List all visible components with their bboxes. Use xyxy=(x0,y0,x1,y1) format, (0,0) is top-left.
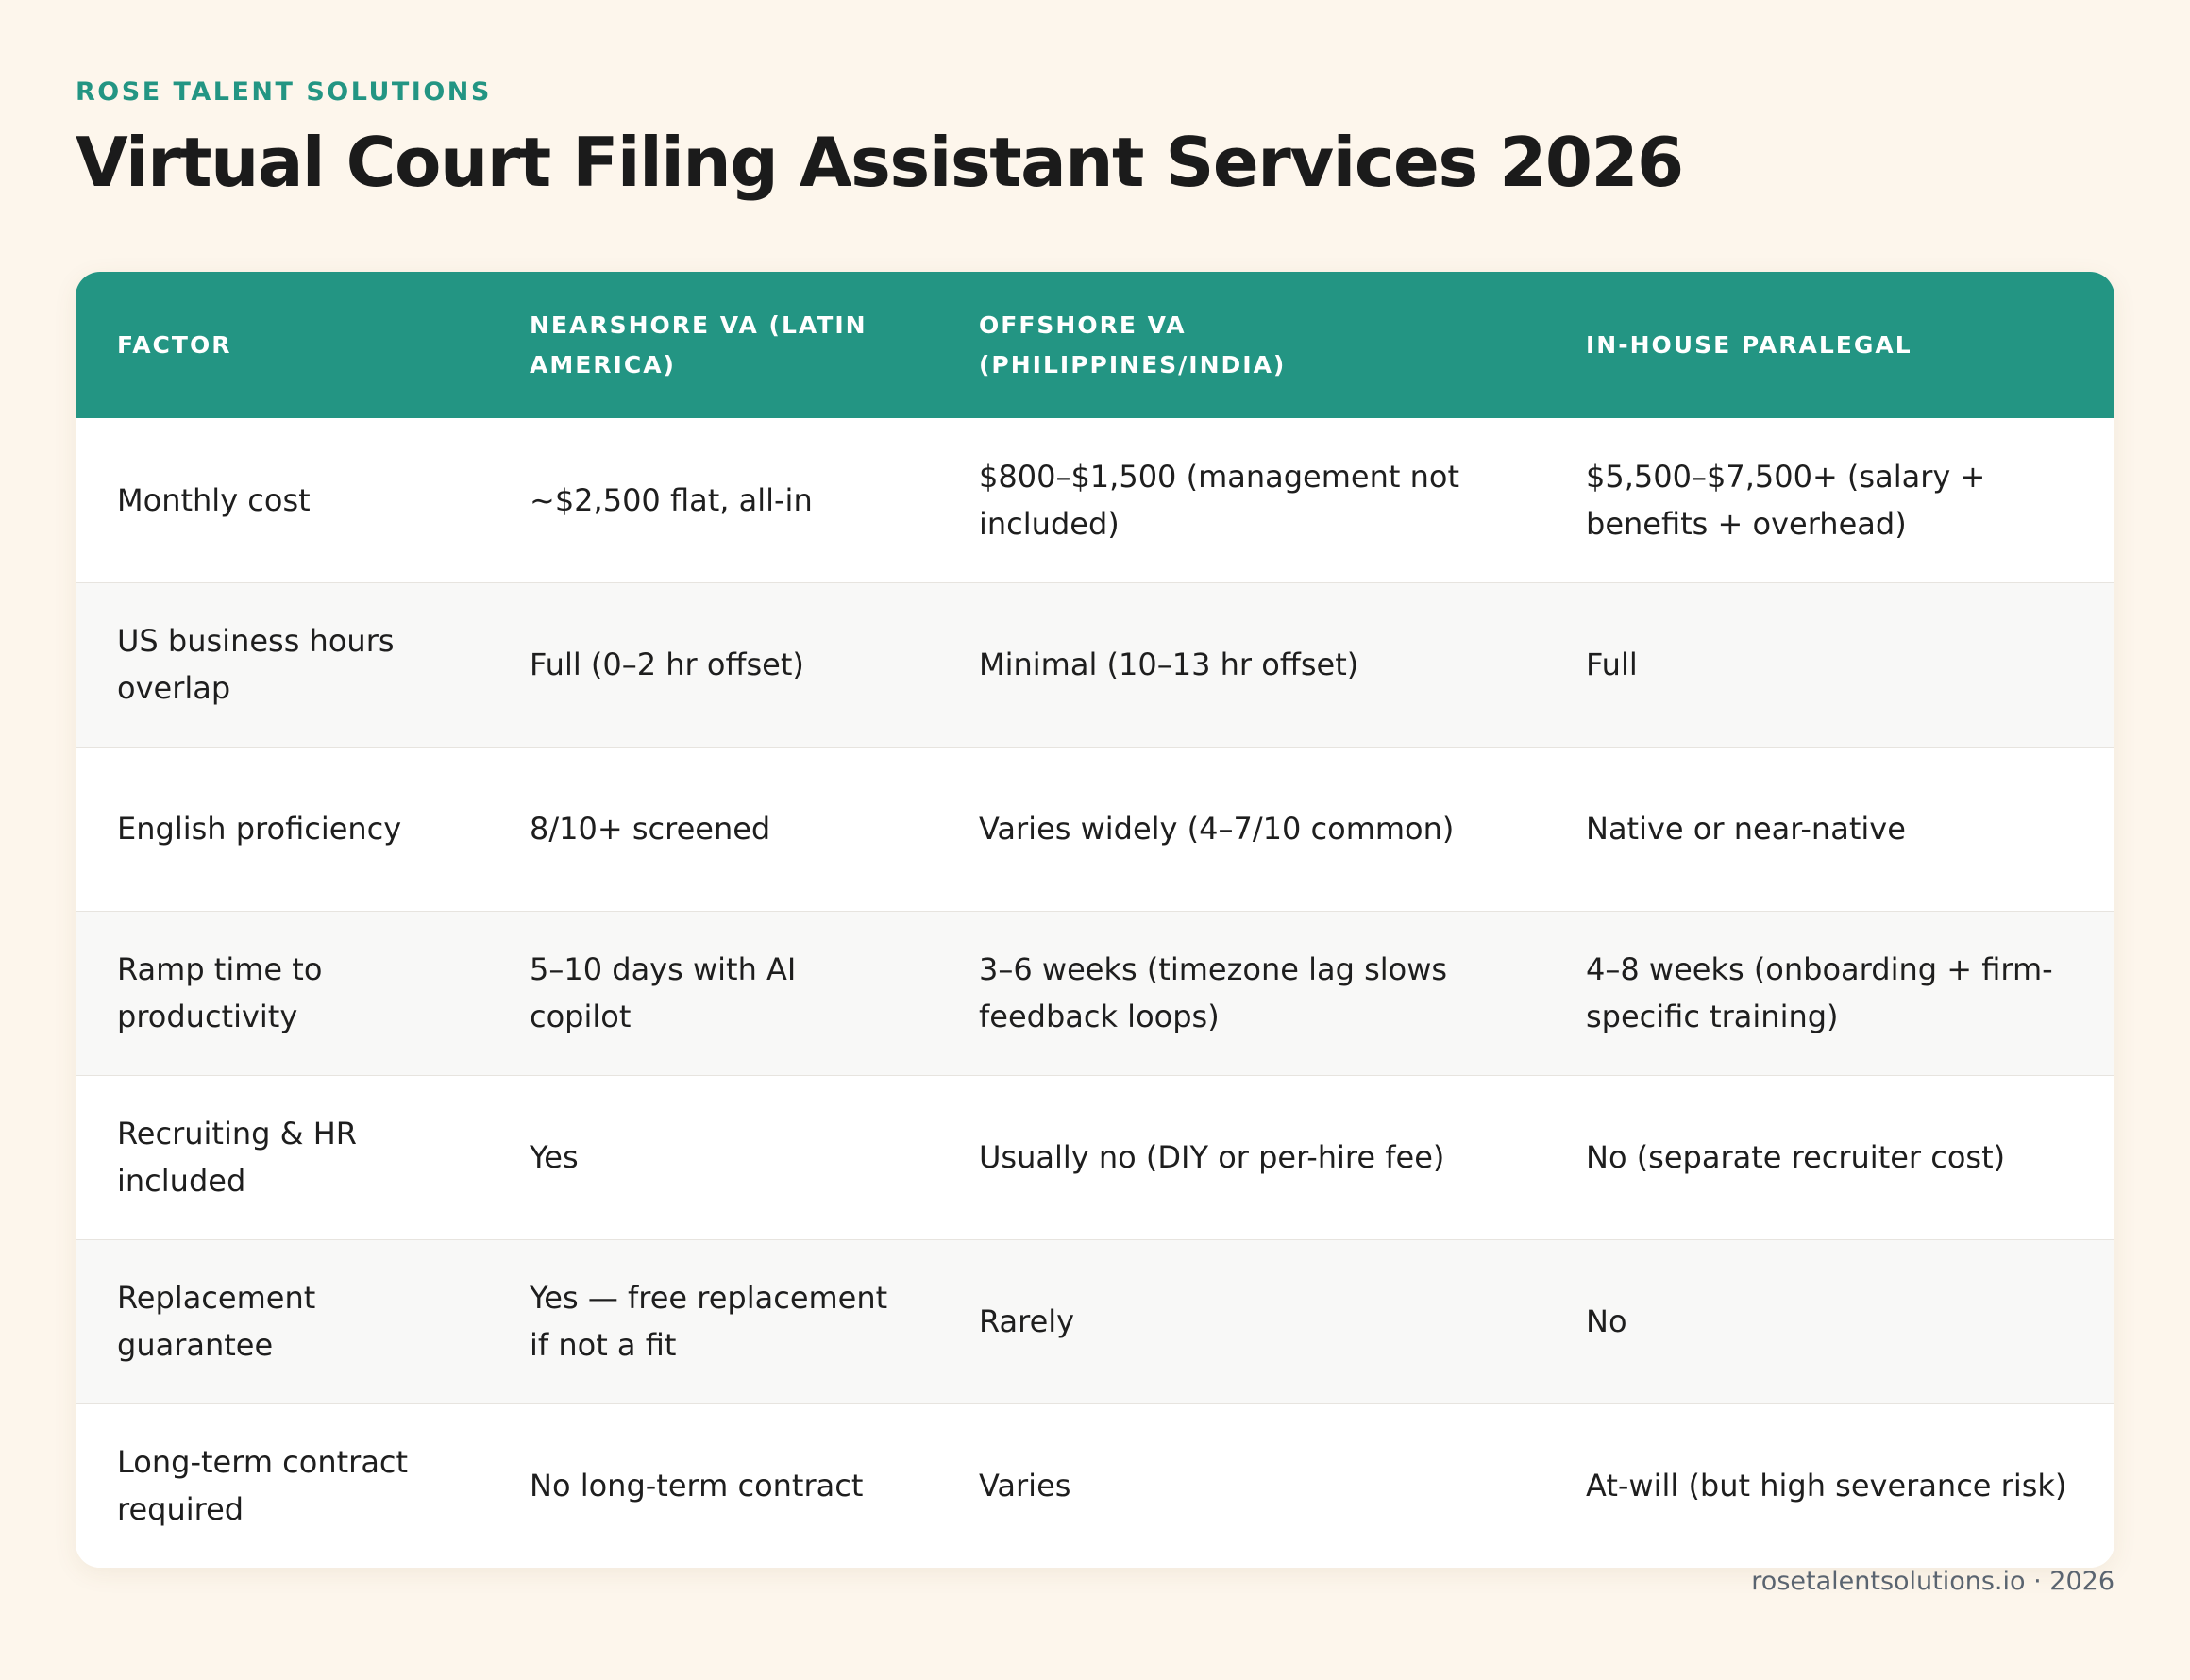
table-row xyxy=(76,1075,2114,1239)
table-row xyxy=(76,582,2114,747)
table-row xyxy=(76,747,2114,911)
cell-factor: English proficiency xyxy=(76,747,488,911)
cell-offshore: 3–6 weeks (timezone lag slows feedback loops) xyxy=(937,911,1544,1075)
cell-nearshore: Yes — free replacement if not a fit xyxy=(488,1239,937,1403)
cell-factor: Long-term contract required xyxy=(76,1403,488,1568)
header-offshore: OFFSHORE VA (PHILIPPINES/INDIA) xyxy=(979,311,1287,378)
cell-in-house: No (separate recruiter cost) xyxy=(1544,1075,2114,1239)
cell-offshore: Minimal (10–13 hr offset) xyxy=(937,582,1544,747)
cell-nearshore: ~$2,500 flat, all-in xyxy=(530,481,813,518)
table-body xyxy=(76,418,2114,1568)
table-row xyxy=(76,1403,2114,1568)
header-nearshore: NEARSHORE VA (LATIN AMERICA) xyxy=(530,311,868,378)
cell-in-house: $5,500–$7,500+ (salary + benefits + overhead) xyxy=(1586,458,1986,542)
cell-nearshore: Full (0–2 hr offset) xyxy=(488,582,937,747)
cell-offshore: Varies widely (4–7/10 common) xyxy=(937,747,1544,911)
cell-factor: Ramp time to productivity xyxy=(76,911,488,1075)
cell-offshore: Usually no (DIY or per-hire fee) xyxy=(937,1075,1544,1239)
cell-nearshore: 8/10+ screened xyxy=(488,747,937,911)
cell-offshore: $800–$1,500 (management not included) xyxy=(979,458,1459,542)
table-header xyxy=(76,272,2114,418)
cell-factor: Monthly cost xyxy=(117,481,311,518)
comparison-table xyxy=(76,272,2114,1568)
footer-credit: rosetalentsolutions.io · 2026 xyxy=(1751,1567,2114,1596)
brand-label: ROSE TALENT SOLUTIONS xyxy=(76,77,492,107)
header-in-house: IN-HOUSE PARALEGAL xyxy=(1586,330,1912,359)
cell-nearshore: Yes xyxy=(488,1075,937,1239)
cell-in-house: Native or near-native xyxy=(1544,747,2114,911)
cell-in-house: 4–8 weeks (onboarding + firm-specific training) xyxy=(1544,911,2114,1075)
comparison-table-card xyxy=(76,272,2114,1568)
cell-in-house: Full xyxy=(1544,582,2114,747)
table-row xyxy=(76,1239,2114,1403)
cell-factor: Recruiting & HR included xyxy=(76,1075,488,1239)
header-row xyxy=(76,272,2114,418)
cell-factor: US business hours overlap xyxy=(76,582,488,747)
cell-offshore: Varies xyxy=(937,1403,1544,1568)
table-row xyxy=(76,911,2114,1075)
cell-nearshore: No long-term contract xyxy=(488,1403,937,1568)
cell-in-house: At-will (but high severance risk) xyxy=(1544,1403,2114,1568)
header-factor: FACTOR xyxy=(117,330,232,359)
page-title: Virtual Court Filing Assistant Services 2026 xyxy=(76,123,1683,202)
table-row xyxy=(76,418,2114,582)
cell-nearshore: 5–10 days with AI copilot xyxy=(488,911,937,1075)
cell-factor: Replacement guarantee xyxy=(76,1239,488,1403)
cell-offshore: Rarely xyxy=(937,1239,1544,1403)
cell-in-house: No xyxy=(1544,1239,2114,1403)
